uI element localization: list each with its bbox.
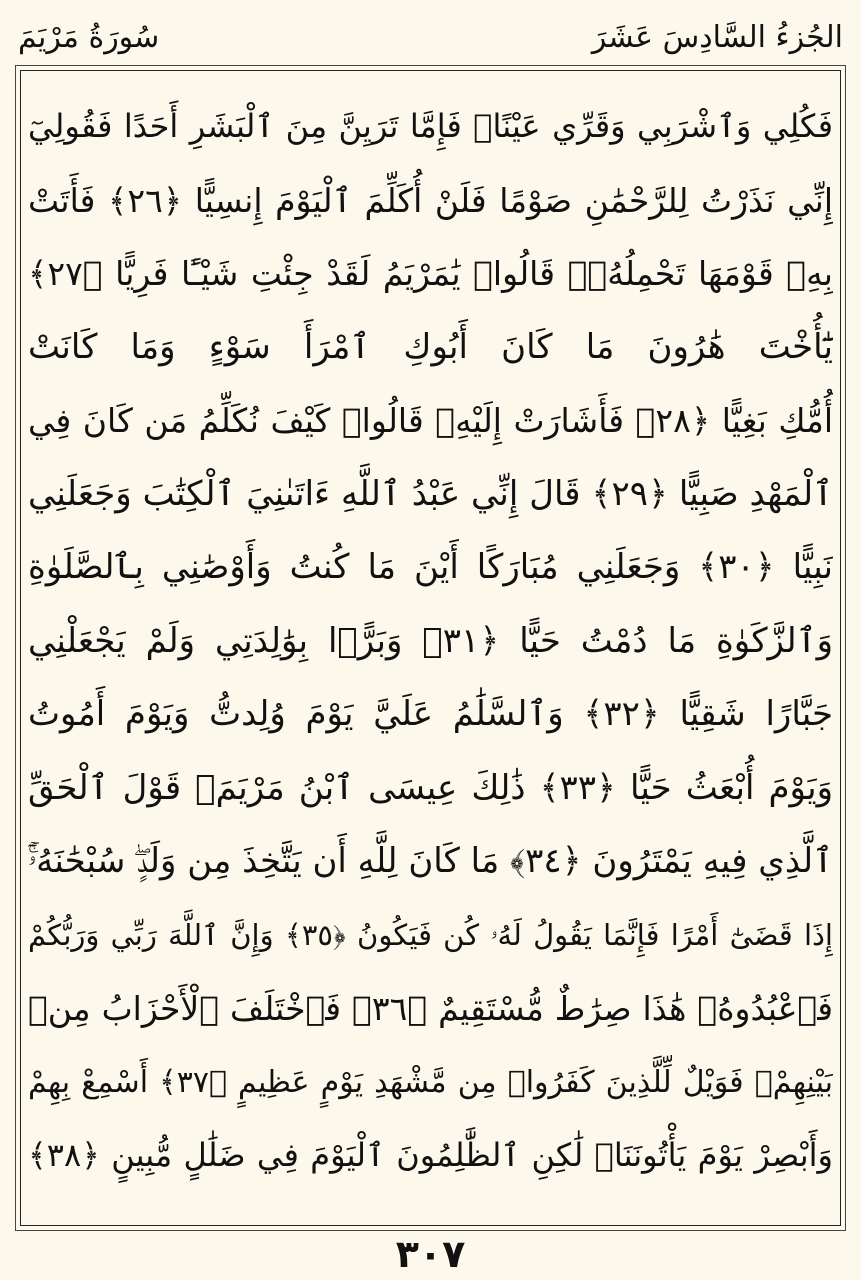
text-line: وَٱلزَّكَوٰةِ مَا دُمْتُ حَيًّا ﴿٣١﴾ وَبَرًّۢا بِوَٰلِدَتِي وَلَمْ يَجْعَلْنِي [28,620,833,661]
text-line: إِذَا قَضَىٰٓ أَمْرًا فَإِنَّمَا يَقُولُ لَهُۥ كُن فَيَكُونُ ﴿٣٥﴾ وَإِنَّ ٱللَّهَ رَبِّي وَرَبُّكُمْ [28,917,833,952]
text-line: ٱلَّذِي فِيهِ يَمْتَرُونَ ﴿٣٤﴾ مَا كَانَ لِلَّهِ أَن يَتَّخِذَ مِن وَلَدٍۖ سُبْحَٰنَهُۥٓۚ [28,841,833,881]
text-line: بِهِۦ قَوْمَهَا تَحْمِلُهُۥۖ قَالُوا۟ يَٰمَرْيَمُ لَقَدْ جِئْتِ شَيْـًٔا فَرِيًّا ﴿٢٧﴾ [28,254,833,293]
text-line: وَيَوْمَ أُبْعَثُ حَيًّا ﴿٣٣﴾ ذَٰلِكَ عِيسَى ٱبْنُ مَرْيَمَۖ قَوْلَ ٱلْحَقِّ [28,767,833,808]
quran-text-block [28,90,833,1193]
text-line: إِنِّي نَذَرْتُ لِلرَّحْمَٰنِ صَوْمًا فَلَنْ أُكَلِّمَ ٱلْيَوْمَ إِنسِيًّا ﴿٢٦﴾ فَأَتَتْ [28,180,833,220]
text-line: فَٱعْبُدُوهُۚ هَٰذَا صِرَٰطٌ مُّسْتَقِيمٌ ﴿٣٦﴾ فَٱخْتَلَفَ ٱلْأَحْزَابُ مِنۢ [28,989,833,1028]
surah-name: سُورَةُ مَرْيَمَ [18,20,160,55]
text-line: نَبِيًّا ﴿٣٠﴾ وَجَعَلَنِي مُبَارَكًا أَيْنَ مَا كُنتُ وَأَوْصَٰنِي بِٱلصَّلَوٰةِ [28,547,833,587]
text-line: وَأَبْصِرْ يَوْمَ يَأْتُونَنَاۖ لَٰكِنِ ٱلظَّٰلِمُونَ ٱلْيَوْمَ فِي ضَلَٰلٍ مُّبِينٍ ﴿٣٨﴾ [28,1136,833,1174]
page-header [18,18,843,68]
page-number: ٣٠٧ [395,1232,466,1276]
text-line: بَيْنِهِمْۖ فَوَيْلٌ لِّلَّذِينَ كَفَرُوا۟ مِن مَّشْهَدِ يَوْمٍ عَظِيمٍ ﴿٣٧﴾ أَسْمِعْ بِهِمْ [28,1064,833,1100]
text-line: فَكُلِي وَٱشْرَبِي وَقَرِّي عَيْنًاۖ فَإِمَّا تَرَيِنَّ مِنَ ٱلْبَشَرِ أَحَدًا فَقُولِيٓ [28,107,833,145]
text-line: أُمُّكِ بَغِيًّا ﴿٢٨﴾ فَأَشَارَتْ إِلَيْهِۖ قَالُوا۟ كَيْفَ نُكَلِّمُ مَن كَانَ فِي [28,401,833,440]
text-line: يَٰٓأُخْتَ هَٰرُونَ مَا كَانَ أَبُوكِ ٱمْرَأَ سَوْءٍ وَمَا كَانَتْ [28,326,833,367]
juz-name: الجُزءُ السَّادِسَ عَشَرَ [591,20,843,55]
text-line: جَبَّارًا شَقِيًّا ﴿٣٢﴾ وَٱلسَّلَٰمُ عَلَيَّ يَوْمَ وُلِدتُّ وَيَوْمَ أَمُوتُ [28,694,833,734]
text-line: ٱلْمَهْدِ صَبِيًّا ﴿٢٩﴾ قَالَ إِنِّي عَبْدُ ٱللَّهِ ءَاتَىٰنِيَ ٱلْكِتَٰبَ وَجَعَلَنِي [28,473,833,514]
